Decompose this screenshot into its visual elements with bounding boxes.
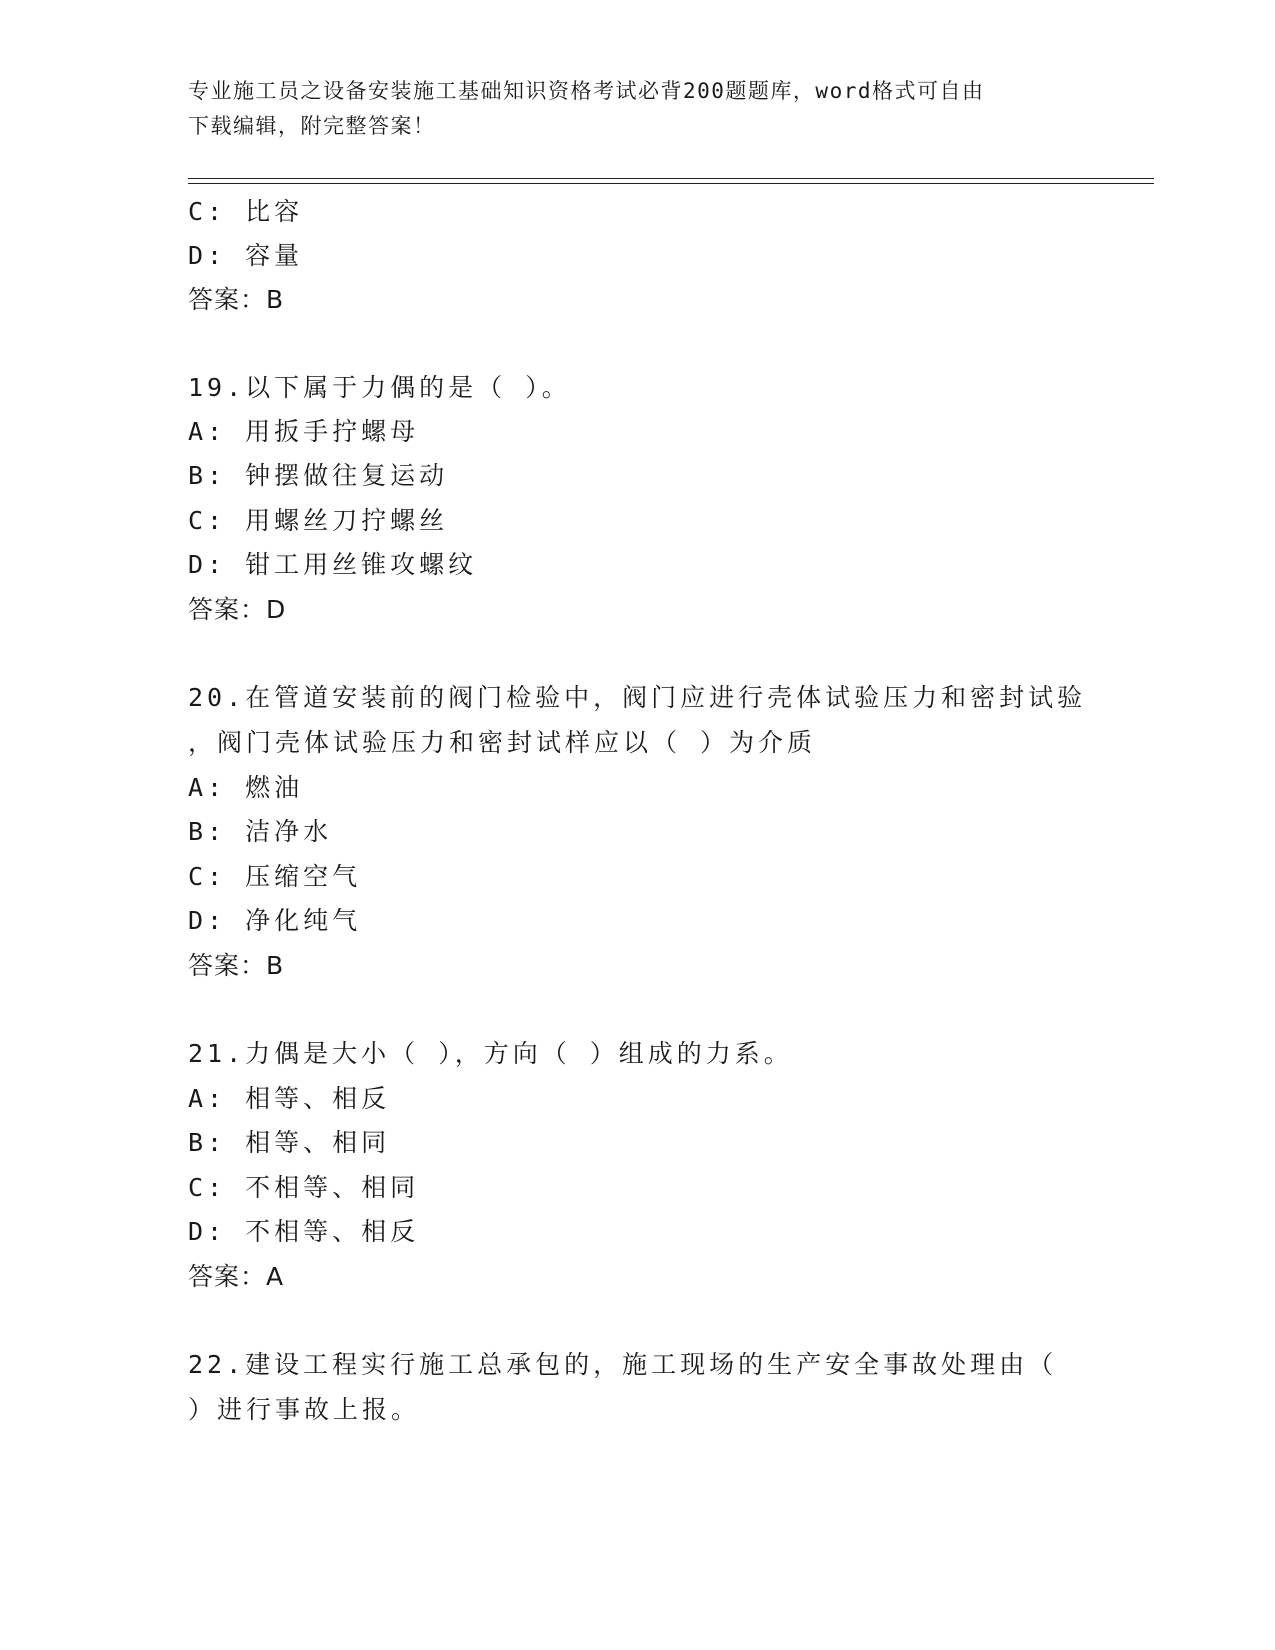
q22-stem-line-1: 22.建设工程实行施工总承包的，施工现场的生产安全事故处理由（: [188, 1350, 1058, 1379]
q19-option-d: D: 钳工用丝锥攻螺纹: [188, 550, 478, 579]
q20-option-b: B: 洁净水: [188, 817, 333, 846]
q20-stem-line-1: 20.在管道安装前的阀门检验中，阀门应进行壳体试验压力和密封试验: [188, 683, 1087, 712]
header-title-line-2: 下载编辑，附完整答案！: [188, 114, 436, 138]
q21-option-d: D: 不相等、相反: [188, 1217, 420, 1246]
q19-option-b: B: 钟摆做往复运动: [188, 461, 449, 490]
header-divider-bottom: [188, 183, 1154, 184]
q21-option-a: A: 相等、相反: [188, 1084, 391, 1113]
q19-option-c: C: 用螺丝刀拧螺丝: [188, 506, 449, 535]
q19-answer: 答案：D: [188, 595, 287, 624]
q18-answer: 答案：B: [188, 285, 285, 314]
q20-option-d: D: 净化纯气: [188, 906, 362, 935]
q21-option-c: C: 不相等、相同: [188, 1173, 420, 1202]
q20-option-a: A: 燃油: [188, 773, 304, 802]
q19-stem: 19.以下属于力偶的是（ ）。: [188, 373, 571, 402]
q20-answer: 答案：B: [188, 951, 285, 980]
q20-stem-line-2: ，阀门壳体试验压力和密封试样应以（ ）为介质: [188, 728, 817, 757]
q21-answer: 答案：A: [188, 1262, 285, 1291]
q21-option-b: B: 相等、相同: [188, 1128, 391, 1157]
q21-stem: 21.力偶是大小（ ），方向（ ）组成的力系。: [188, 1039, 793, 1068]
q20-option-c: C: 压缩空气: [188, 862, 362, 891]
header-divider-top: [188, 178, 1154, 179]
document-header: [188, 74, 1088, 144]
q22-stem-line-2: ）进行事故上报。: [188, 1395, 421, 1424]
q18-option-d: D: 容量: [188, 241, 304, 270]
q18-option-c: C: 比容: [188, 197, 304, 226]
q19-option-a: A: 用扳手拧螺母: [188, 417, 420, 446]
header-title-line-1: 专业施工员之设备安装施工基础知识资格考试必背200题题库，word格式可自由: [188, 79, 985, 103]
